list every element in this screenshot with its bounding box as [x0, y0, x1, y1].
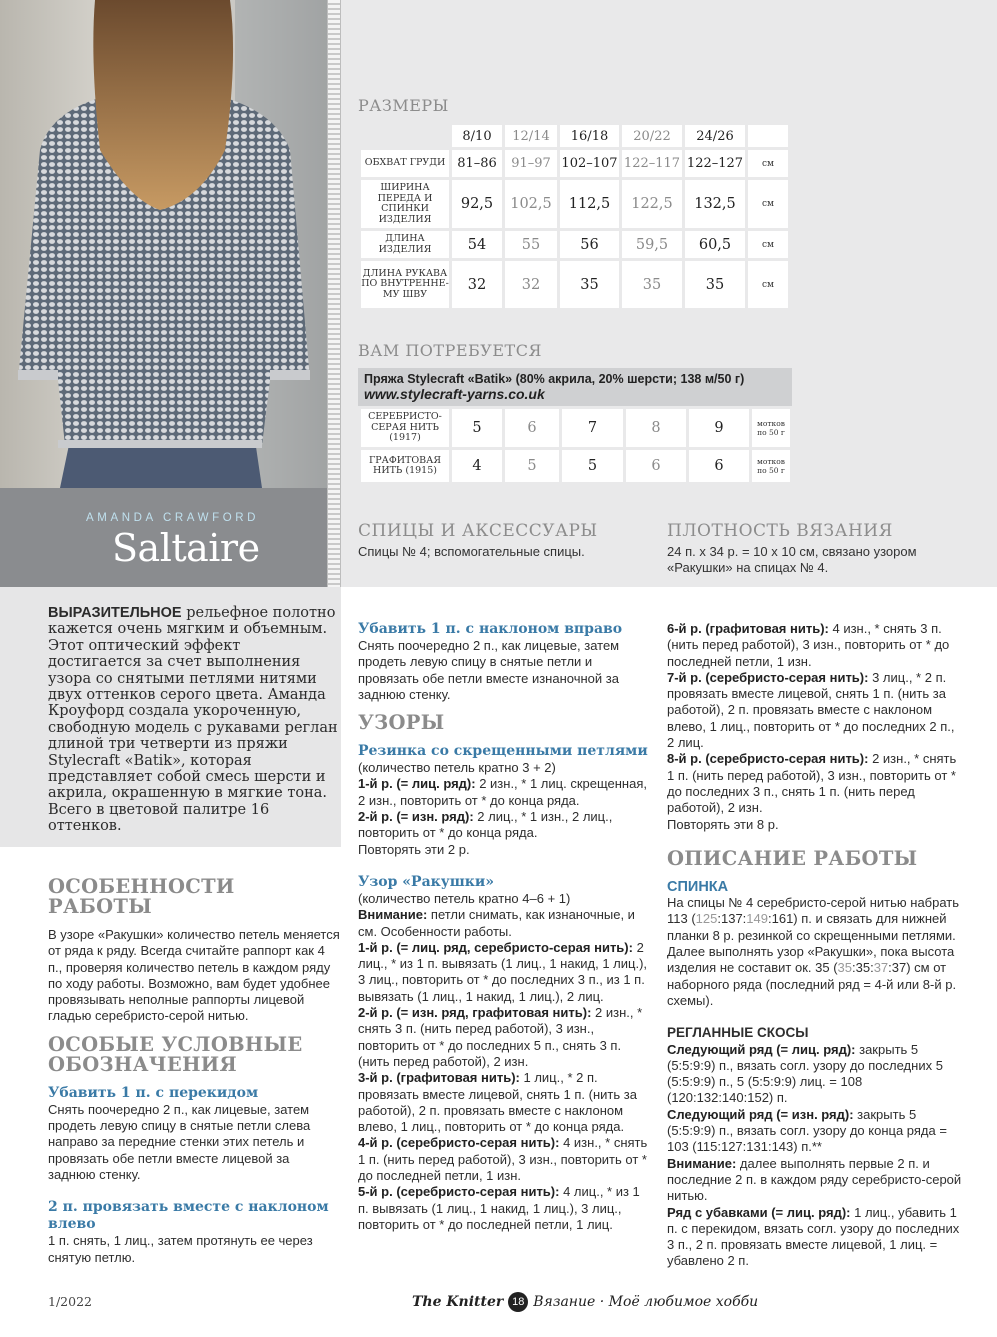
page-number: 18 [508, 1292, 528, 1312]
row-label: ОБХВАТ ГРУДИ [361, 150, 449, 177]
row-label: ШИРИНА ПЕРЕДА И СПИНКИ ИЗДЕЛИЯ [361, 180, 449, 228]
yarn-table: СЕРЕБРИСТО- СЕРАЯ НИТЬ (1917) 5 6 7 8 9 мотков по 50 г ГРАФИТОВАЯ НИТЬ (1915) 4 5 5 6 6 мотков по 50 г [358, 406, 792, 484]
rib-heading: Резинка со скрещенными петлями [358, 743, 648, 760]
gauge-section: ПЛОТНОСТЬ ВЯЗАНИЯ 24 п. x 34 р. = 10 x 10 см, связано узором «Ракушки» на спицах № 4. [667, 521, 917, 575]
issue-number: 1/2022 [48, 1294, 92, 1309]
size-col-3: 16/18 [560, 125, 619, 147]
dec2-text: 1 п. снять, 1 лиц., затем протянуть ее через снятую петлю. [48, 1233, 313, 1265]
size-col-5: 24/26 [685, 125, 745, 147]
dec1-text: Снять поочередно 2 п., как лицевые, затем продеть левую спицу в снятые петли слева направо за передние стенки этих петель и провязать обе петли вместе лицевой за заднюю стенку. [48, 1101, 311, 1182]
yarn-info: Пряжа Stylecraft «Batik» (80% акрила, 20% шерсти; 138 м/50 г) www.stylecraft-yarns.co.uk [358, 368, 792, 406]
row-label: СЕРЕБРИСТО- СЕРАЯ НИТЬ (1917) [361, 409, 449, 447]
dec3-text: Снять поочередно 2 п., как лицевые, затем продеть левую спицу в снятые петли и провязать обе петли вместе изнаночной за заднюю стенку. [358, 638, 620, 702]
row-label: ГРАФИТОВАЯ НИТЬ (1915) [361, 450, 449, 482]
shell-heading: Узор «Ракушки» [358, 873, 495, 890]
yarn-url[interactable]: www.stylecraft-yarns.co.uk [364, 386, 545, 402]
decorative-zipper [327, 0, 341, 587]
size-col-1: 8/10 [452, 125, 502, 147]
description-heading: ОПИСАНИЕ РАБОТЫ [667, 846, 918, 870]
dec3-heading: Убавить 1 п. с наклоном вправо [358, 621, 623, 637]
needles-section: СПИЦЫ И АКСЕССУАРЫ Спицы № 4; вспомогательные спицы. [358, 521, 598, 559]
sweater-illustration [0, 0, 327, 488]
intro-text: рельефное полотно кажется очень мягким и объемным. Этот оптический эффект достигается за счет выполнения узора со снятыми петлями нитями двух оттенков серого цвета. Аманда Кроуфорд создала укороченную, свободную модель с рукавами реглан длиной три четверти из пряжи Stylecraft «Batik», которая представляет собой смесь шерсти и акрила, окрашенную в мягкие тона. Всего в цветовой палитре 16 оттенков. [48, 605, 338, 835]
author-name: AMANDA CRAWFORD [86, 512, 260, 524]
pattern-title: Saltaire [112, 526, 260, 570]
features-heading: ОСОБЕННОСТИ РАБОТЫ [48, 875, 235, 918]
sizes-table: 8/10 12/14 16/18 20/22 24/26 ОБХВАТ ГРУДИ 81–86 91–97 102–107 122–117 122–127 см ШИРИНА ПЕРЕДА И СПИНКИ ИЗДЕЛИЯ 92,5 102,5 112,5 122,5 132,5 см ДЛИНА ИЗДЕЛИЯ 54 55 56 59,5 60,5 см ДЛИНА РУКАВА ПО ВНУТРЕННЕ- МУ ШВУ 32 32 35 35 35 см [358, 122, 791, 310]
back-heading: СПИНКА [667, 878, 729, 895]
materials-heading: ВАМ ПОТРЕБУЕТСЯ [358, 341, 542, 360]
dec1-heading: Убавить 1 п. с перекидом [48, 1084, 259, 1101]
column-2: Убавить 1 п. с наклоном вправо Снять поочередно 2 п., как лицевые, затем продеть левую спицу в снятые петли и провязать обе петли вместе изнаночной за заднюю стенку. УЗОРЫ Резинка со скрещенными петлями (количество петель кратно 3 + 2) 1-й р. (= лиц. ряд): 2 изн., * 1 лиц. скрещенная, 2 изн., повторить от * до конца ряда. 2-й р. (= изн. ряд): 2 лиц., * 1 изн., 2 лиц., повторить от * до конца ряда. Повторять эти 2 р. Узор «Ракушки» (количество петель кратно 4–6 + 1) Внимание: петли снимать, как изнаночные, и см. Особенности работы. 1-й р. (= лиц. ряд, серебристо-серая нить): 2 лиц., * из 1 п. вывязать (1 лиц., 1 накид, 1 лиц.), 3 лиц., повторить от * до последних 3 п., из 1 п. вывязать (1 лиц., 1 накид, 1 лиц.), 2 лиц. 2-й р. (= изн. ряд, графитовая нить): 2 изн., * снять 3 п. (нить перед работой), 3 изн., повторить от * до последних 5 п., снять 3 п. (нить перед работой), 2 изн. 3-й р. (графитовая нить): 1 лиц., * 2 п. провязать вместе лицевой, снять 1 п. (нить за работой), 2 п. провязать вместе с наклоном влево, 1 лиц., повторить от * до конца ряда. 4-й р. (серебристо-серая нить): 4 изн., * снять 1 п. (нить перед работой), 3 изн., повторить от * до последней петли, 1 изн. 5-й р. (серебристо-серая нить): 4 лиц., * из 1 п. вывязать (1 лиц., 1 накид, 1 лиц.), 3 лиц., повторить от * до последней петли, 1 лиц. [358, 621, 648, 1232]
intro-lead: ВЫРАЗИТЕЛЬНОЕ [48, 605, 182, 621]
dec2-heading: 2 п. провязать вместе с наклоном влево [48, 1199, 329, 1233]
row-label: ДЛИНА РУКАВА ПО ВНУТРЕННЕ- МУ ШВУ [361, 261, 449, 308]
column-3: 6-й р. (графитовая нить): 4 изн., * снять 3 п. (нить перед работой), 3 изн., повторить от * до последней петли, 1 изн. 7-й р. (серебристо-серая нить): 3 лиц., * 2 п. провязать вместе лицевой, снять 1 п. (нить за работой), 2 п. провязать вместе с наклоном влево, 1 лиц., повторить от * до последних 2 п., 2 лиц. 8-й р. (серебристо-серая нить): 2 изн., * снять 1 п. (нить перед работой), 3 изн., повторить от * до последних 3 п., снять 1 п. (нить перед работой), 2 изн. Повторять эти 8 р. ОПИСАНИЕ РАБОТЫ СПИНКА На спицы № 4 серебристо-серой нитью набрать 113 (125:137:149:161) п. и связать для нижней планки 8 р. резинкой со скрещенными петлями. Далее выполнять узор «Ракушки», пока высота изделия не составит ок. 35 (35:35:37:37) см от наборного ряда (последний ряд = 4-й или 8-й р. схемы). РЕГЛАННЫЕ СКОСЫ Следующий ряд (= лиц. ряд): закрыть 5 (5:5:9:9) п., вязать согл. узору до последних 5 (5:5:9:9) п., 5 (5:5:9:9) лиц. = 108 (120:132:140:152) п. Следующий ряд (= изн. ряд): закрыть 5 (5:5:9:9) п., вязать согл. узору до конца ряда = 103 (115:127:131:143) п.** Внимание: далее выполнять первые 2 п. и последние 2 п. в каждом ряду серебристо-серой нитью. Ряд с убавками (= лиц. ряд): 1 лиц., убавить 1 п. с перекидом, вязать согл. узору до последних 3 п., 2 п. провязать вместе лицевой, 1 лиц. = убавлено 2 п. [667, 621, 962, 1269]
features-text: В узоре «Ракушки» количество петель меняется от ряда к ряду. Всегда считайте раппорт как 4 п., проверяя количество петель в каждом ряду по ходу работы. Возможно, вам будет удобнее провязывать неполные раппорты лицевой гладью серебристо-серой нитью. [48, 927, 340, 1024]
raglan-heading: РЕГЛАННЫЕ СКОСЫ [667, 1025, 809, 1041]
column-1 [48, 877, 340, 1266]
sizes-heading: РАЗМЕРЫ [358, 96, 449, 115]
size-col-4: 20/22 [622, 125, 682, 147]
intro-box [0, 587, 341, 847]
magazine-footer: The Knitter 18 Вязание · Моё любимое хобби [412, 1294, 759, 1310]
size-col-2: 12/14 [505, 125, 557, 147]
abbreviations-heading: ОСОБЫЕ УСЛОВНЫЕ ОБОЗНАЧЕНИЯ [48, 1032, 303, 1076]
model-photo [0, 0, 327, 488]
row-label: ДЛИНА ИЗДЕЛИЯ [361, 231, 449, 258]
patterns-heading: УЗОРЫ [358, 711, 445, 735]
